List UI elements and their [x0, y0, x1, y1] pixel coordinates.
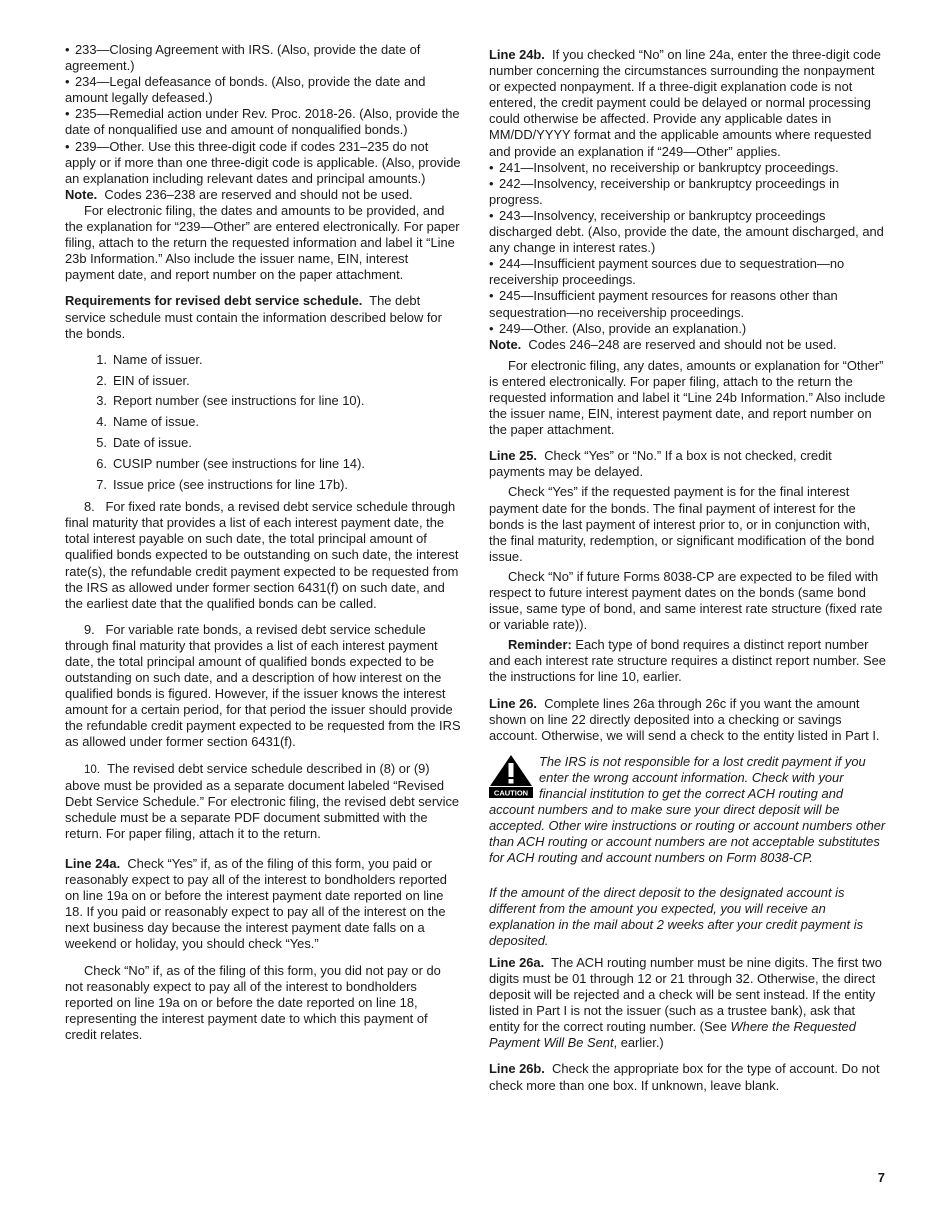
list-item: 1. Name of issuer. — [96, 351, 203, 367]
list-item: • 249—Other. (Also, provide an explanation.) — [489, 320, 747, 336]
efile-paragraph: For electronic filing, the dates and amounts to be provided, and the explanation for “239—Other” are entered electronically. For paper filing, attach to the return the requested information and label it “Line 23b Information.” Also include the issuer name, EIN, interest payment date, and report number on the paper attachment. — [65, 202, 460, 283]
list-item: • 233—Closing Agreement with IRS. (Also, provide the date of agreement.) — [65, 42, 421, 74]
list-item: 3. Report number (see instructions for line 10). — [96, 393, 365, 409]
item-10-separate-document: 10. The revised debt service schedule described in (8) or (9) above must be provided as a separate document labeled “Revised Debt Service Schedule.” For electronic filing, the revised debt service schedule must be a separate PDF document submitted with the return. For paper filing, attach it to the return. — [65, 760, 460, 841]
line-24a-paragraph: Line 24a. Check “Yes” if, as of the filing of this form, you paid or reasonably expect to pay all of the interest to bondholders reported on line 19a on or before the interest payment date reported on line 18. If you paid or reasonably expect to pay all of the interest on the next business day because the interest payment date falls on a weekend or holiday, you should check “Yes.” — [65, 856, 447, 952]
list-item: 7. Issue price (see instructions for line 17b). — [96, 477, 349, 493]
line-26a-paragraph: Line 26a. The ACH routing number must be nine digits. The first two digits must be 01 through 12 or 21 through 32. Otherwise, the direct deposit will be rejected and a check will be sent instead. If the entity listed in Part I is not the issuer (such as a trustee bank), ask that entity for the correct routing number. (See Where the Requested Payment Will Be Sent, earlier.) — [489, 954, 882, 1051]
page-number: 7 — [877, 1170, 885, 1185]
item-9-variable-rate: 9. For variable rate bonds, a revised debt service schedule through final maturity that provides a list of each interest payment date, the total principal amount of qualified bonds expected to be outstanding on such date, and a description of how interest on the qualified bonds is figured. However, if the issuer knows the interest amount for a certain period, for that period the issuer should provide the refundable credit payment expected to be requested from the IRS as allowed under former section 6431(f). — [65, 621, 461, 750]
item-8-fixed-rate: 8. For fixed rate bonds, a revised debt service schedule through final maturity that provides a list of each interest payment date, the total interest payable on such date, the total principal amount of qualified bonds expected to be outstanding on such date, the interest rate(s), the refundable credit payment expected to be requested from the IRS as allowed under former section 6431(f) on such date, and the earliest date that the qualified bonds can be called. — [65, 499, 459, 611]
list-item: • 245—Insufficient payment resources for reasons other than sequestration—no receivership proceedings. — [489, 288, 838, 320]
note-236-238: Note. Codes 236–238 are reserved and should not be used. — [65, 186, 413, 202]
list-item: 6. CUSIP number (see instructions for line 14). — [96, 456, 365, 472]
list-item: • 242—Insolvency, receivership or bankruptcy proceedings in progress. — [489, 175, 840, 207]
list-item: • 243—Insolvency, receivership or bankruptcy proceedings discharged debt. (Also, provide the date, the amount discharged, and any change in interest rates.) — [489, 207, 884, 256]
line-26b-paragraph: Line 26b. Check the appropriate box for the type of account. Do not check more than one box. If unknown, leave blank. — [489, 1061, 880, 1093]
list-item: • 234—Legal defeasance of bonds. (Also, provide the date and amount legally defeased.) — [65, 74, 426, 106]
left-column — [65, 42, 461, 1043]
caution-icon — [489, 754, 533, 798]
requirements-list — [65, 352, 461, 493]
line-25-no-paragraph: Check “No” if future Forms 8038-CP are expected to be filed with respect to future interest payment dates on the bonds (same bond issue, same type of bond, and same interest rate structure (fixed rate or variable rate)). — [489, 568, 883, 633]
list-item: 2. EIN of issuer. — [96, 372, 190, 388]
line-25-paragraph: Line 25. Check “Yes” or “No.” If a box is not checked, credit payments may be delayed. — [489, 448, 832, 480]
note-246-248: Note. Codes 246–248 are reserved and should not be used. — [489, 336, 837, 352]
list-item: 5. Date of issue. — [96, 435, 192, 451]
code-bullets-233-239 — [65, 42, 461, 187]
reminder-paragraph: Reminder: Each type of bond requires a distinct report number and each interest rate structure requires a distinct report number. See the instructions for line 10, earlier. — [489, 637, 886, 685]
list-item: • 244—Insufficient payment sources due to sequestration—no receivership proceedings. — [489, 256, 845, 288]
caution-text: The IRS is not responsible for a lost credit payment if you enter the wrong account information. Check with your financial institution to get the correct ACH routing and account numbers and to make sure your direct deposit will be accepted. Other wire instructions or routing or account numbers other than ACH routing or account numbers are not acceptable substitutes for ACH routing and account numbers on Form 8038-CP. — [489, 753, 886, 866]
line-26-paragraph: Line 26. Complete lines 26a through 26c if you want the amount shown on line 22 directly deposited into a checking or savings account. Otherwise, we will send a check to the entity listed in Part I. — [489, 695, 880, 743]
requirements-paragraph: Requirements for revised debt service schedule. The debt service schedule must contain the information described below for the bonds. — [65, 293, 442, 341]
list-item: 4. Name of issue. — [96, 414, 199, 430]
list-item: • 235—Remedial action under Rev. Proc. 2018-26. (Also, provide the date of nonqualified use and amount of nonqualified bonds.) — [65, 106, 460, 138]
line-25-yes-paragraph: Check “Yes” if the requested payment is for the final interest payment date for the bonds. The final payment of interest for the bonds is the last payment of interest prior to, or in conjunction with, the final maturity, redemption, or significant modification of the bond issue. — [489, 484, 875, 564]
deposit-difference-paragraph: If the amount of the direct deposit to the designated account is different from the amount you expected, you will receive an explanation in the mail about 2 weeks after your credit payment is deposited. — [489, 884, 864, 948]
line-24b-paragraph: Line 24b. If you checked “No” on line 24a, enter the three-digit code number concerning the circumstances surrounding the nonpayment or expected nonpayment. If a three-digit explanation code is not entered, the credit payment could be delayed or normal processing could otherwise be affected. Provide any applicable dates in MM/DD/YYYY format and the applicable amounts where requested and provide an explanation if “249—Other” applies. — [489, 47, 881, 159]
code-bullets-241-249 — [489, 160, 886, 337]
caution-label: CAUTION — [493, 788, 529, 798]
list-item: • 241—Insolvent, no receivership or bankruptcy proceedings. — [489, 159, 839, 175]
list-item: • 239—Other. Use this three-digit code if codes 231–235 do not apply or if more than one three-digit code is applicable. (Also, provide an explanation including relevant dates and principal amounts.) — [65, 138, 461, 186]
efile-paragraph: For electronic filing, any dates, amounts or explanation for “Other” is entered electronically. For paper filing, attach to the return the requested information and label it “Line 24b Information.” Also include the issuer name, EIN, interest payment date, and report number on the paper attachment. — [489, 357, 886, 438]
line-24a-no-paragraph: Check “No” if, as of the filing of this form, you did not pay or do not reasonably expect to pay all of the interest to bondholders reported on line 19a on or before the date reported on line 18, representing the interest payment date to which this payment of credit relates. — [65, 962, 441, 1042]
caution-box — [489, 754, 886, 867]
right-column — [489, 42, 886, 1094]
